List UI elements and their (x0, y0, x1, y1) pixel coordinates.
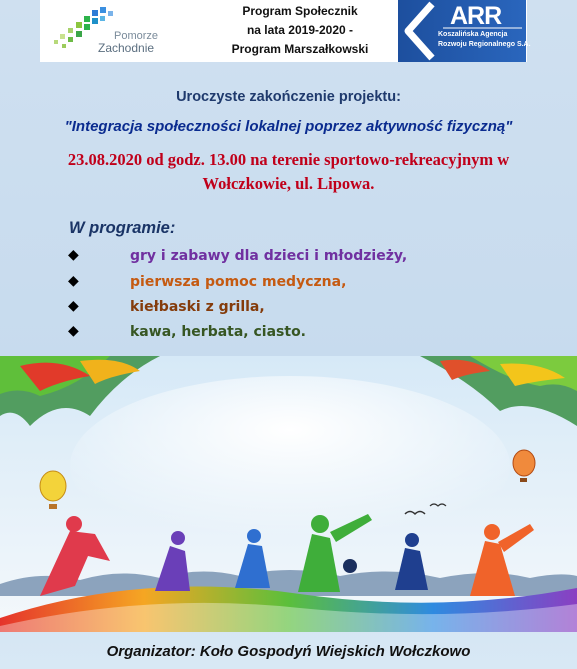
program-list-item (68, 323, 568, 345)
arr-mark: ARR (450, 2, 502, 30)
header-bar (40, 0, 531, 62)
sports-illustration (0, 356, 577, 632)
program-line-2: na lata 2019-2020 - (246, 23, 354, 37)
program-item-first-aid: pierwsza pomoc medyczna, (130, 274, 347, 290)
diamond-bullet-icon: ◆ (68, 273, 79, 289)
program-heading: W programie: (69, 219, 176, 237)
program-info (216, 0, 384, 64)
diamond-bullet-icon: ◆ (68, 298, 79, 314)
arr-name-line-2: Rozwoju Regionalnego S.A. (438, 41, 531, 48)
program-item-grill: kiełbaski z grilla, (130, 299, 265, 315)
program-list-item (68, 273, 568, 295)
event-date-line-1: 23.08.2020 od godz. 13.00 na terenie sportowo-rekreacyjnym w (67, 150, 510, 169)
program-item-games: gry i zabawy dla dzieci i młodzieży, (130, 248, 408, 264)
program-line-1: Program Społecznik (242, 4, 358, 18)
diamond-bullet-icon: ◆ (68, 247, 79, 263)
diamond-bullet-icon: ◆ (68, 323, 79, 339)
organizer-footer: Organizator: Koło Gospodyń Wiejskich Wołczkowo (106, 643, 471, 660)
event-subtitle: Uroczyste zakończenie projektu: (176, 89, 401, 105)
program-item-coffee: kawa, herbata, ciasto. (130, 324, 307, 340)
program-line-3: Program Marszałkowski (231, 42, 369, 56)
program-list-item (68, 247, 568, 269)
logo-word-zachodnie: Zachodnie (98, 41, 155, 55)
pomorze-zachodnie-logo (48, 4, 198, 56)
event-date-line-2: Wołczkowie, ul. Lipowa. (202, 174, 375, 193)
project-title: "Integracja społeczności lokalnej poprzez aktywność fizyczną" (64, 118, 513, 135)
program-list-item (68, 298, 568, 320)
arr-name-line-1: Koszalińska Agencja (438, 31, 508, 38)
logo-word-pomorze: Pomorze (114, 30, 159, 42)
arr-logo (398, 0, 531, 62)
